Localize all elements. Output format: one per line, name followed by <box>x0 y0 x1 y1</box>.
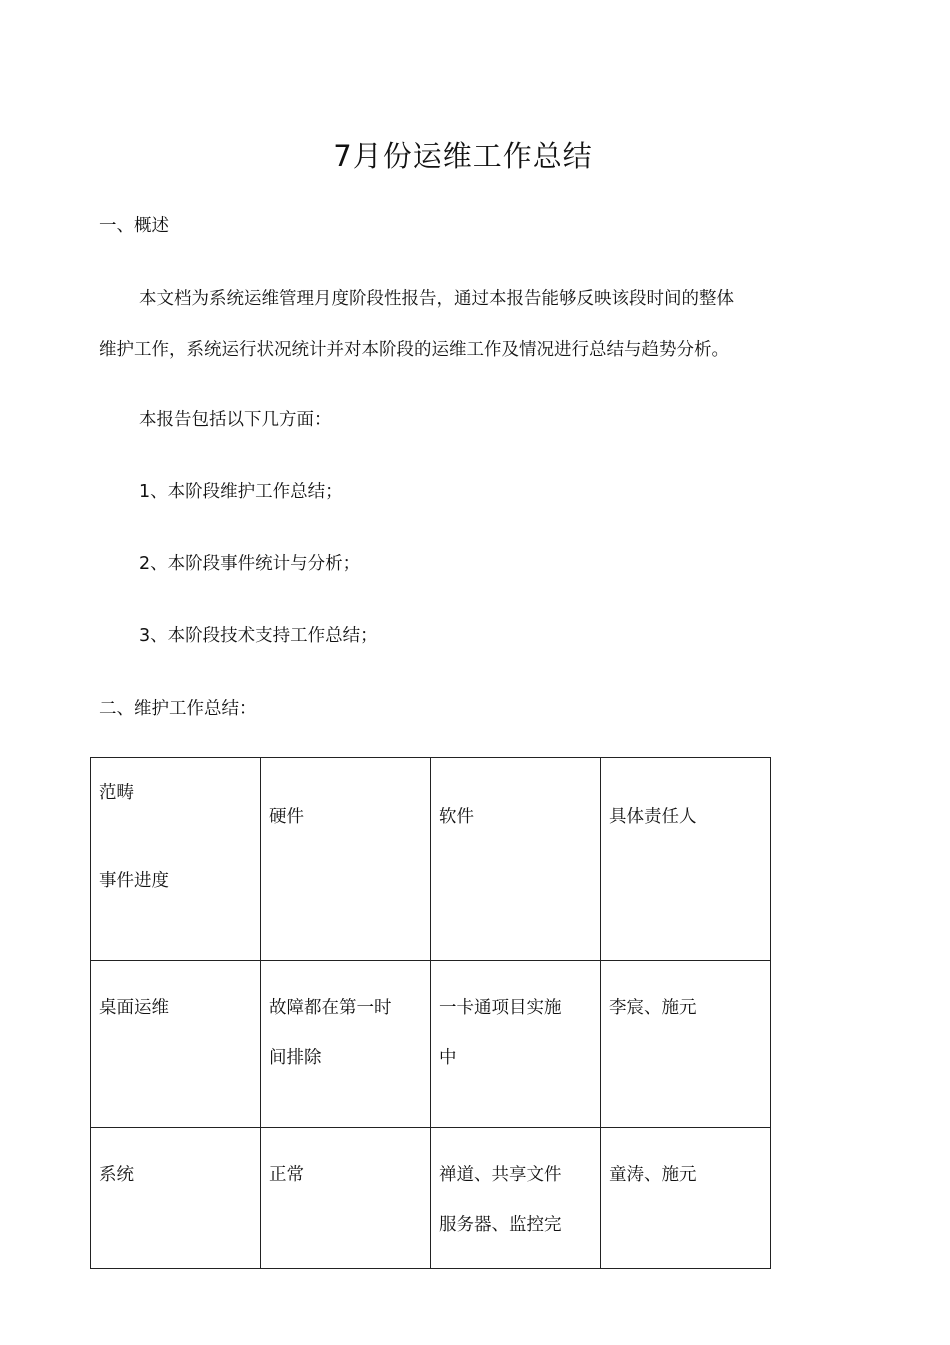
table-cell-hardware: 故障都在第一时 间排除 <box>261 961 431 1128</box>
table-cell-category: 系统 <box>91 1128 261 1269</box>
table-cell-category: 桌面运维 <box>91 961 261 1128</box>
overview-paragraph-line-1: 本文档为系统运维管理月度阶段性报告，通过本报告能够反映该段时间的整体 <box>139 289 734 309</box>
document-title: 7月份运维工作总结 <box>333 139 593 173</box>
header-hardware-label: 硬件 <box>269 807 304 827</box>
header-progress-label: 事件进度 <box>99 871 169 891</box>
table-cell-owner: 李宸、施元 <box>601 961 771 1128</box>
report-contents-item: 2、本阶段事件统计与分析； <box>139 554 361 574</box>
header-cell-owner <box>601 758 771 961</box>
header-cell-software <box>431 758 601 961</box>
report-contents-item: 3、本阶段技术支持工作总结； <box>139 626 378 646</box>
table-cell-software: 一卡通项目实施 中 <box>431 961 601 1128</box>
table-row <box>91 961 771 1128</box>
maintenance-summary-table <box>90 757 771 1269</box>
table-cell-software: 禅道、共享文件 服务器、监控完 <box>431 1128 601 1269</box>
header-cell-category <box>91 758 261 961</box>
section-heading-maintenance: 二、维护工作总结： <box>99 699 257 719</box>
report-contents-intro: 本报告包括以下几方面： <box>139 410 332 430</box>
header-software-label: 软件 <box>439 807 474 827</box>
table-header-row <box>91 758 771 961</box>
header-category-label: 范畴 <box>99 783 134 803</box>
table-cell-hardware: 正常 <box>261 1128 431 1269</box>
report-contents-item: 1、本阶段维护工作总结； <box>139 482 343 502</box>
header-cell-hardware <box>261 758 431 961</box>
table-cell-owner: 童涛、施元 <box>601 1128 771 1269</box>
header-owner-label: 具体责任人 <box>609 807 697 827</box>
overview-paragraph-line-2: 维护工作，系统运行状况统计并对本阶段的运维工作及情况进行总结与趋势分析。 <box>99 340 729 360</box>
section-heading-overview: 一、概述 <box>99 216 169 236</box>
table-row <box>91 1128 771 1269</box>
